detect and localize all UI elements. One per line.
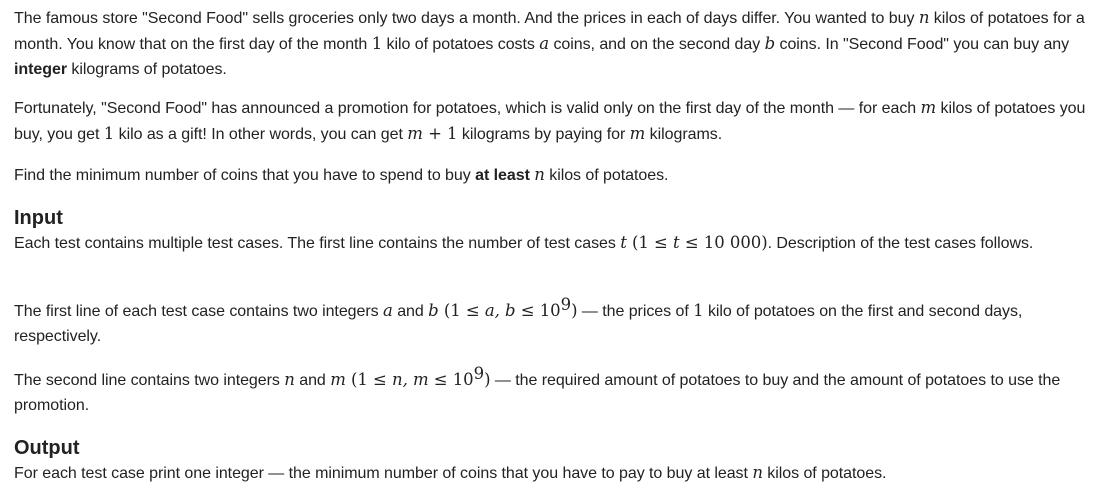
text: and — [294, 372, 331, 389]
input-heading: Input — [14, 207, 63, 229]
exponent: 9 — [560, 295, 572, 314]
formula: ) — [571, 301, 578, 320]
var-t: t — [673, 233, 680, 252]
var-a: a — [383, 301, 393, 320]
formula: ) — [484, 370, 491, 389]
text: Find the minimum number of coins that you have to spend to buy — [14, 167, 476, 184]
var-m: m — [629, 124, 646, 143]
var-m: m — [920, 98, 937, 117]
formula: (1 ≤ — [345, 370, 392, 389]
text: kilos of potatoes. — [544, 167, 669, 184]
var-n: n — [284, 370, 295, 389]
text: Each test contains multiple test cases. The first line contains the number of test cases — [14, 235, 621, 252]
input-paragraph-3 — [14, 364, 1094, 418]
text: kilo of potatoes on the first and second days, respectively. — [14, 303, 1023, 345]
var-a: a — [539, 34, 550, 53]
var-t: t — [620, 233, 627, 252]
text: kilos of potatoes you buy, you get — [14, 100, 1086, 143]
statement-paragraph-3 — [14, 162, 1089, 188]
bold-integer: integer — [14, 61, 67, 78]
text: kilograms. — [645, 126, 723, 143]
num-1: 1 — [693, 301, 704, 320]
var-m: m — [407, 124, 423, 143]
text: — the required amount of potatoes to buy and the amount of potatoes to use the promotion. — [14, 372, 1061, 414]
text: coins, and on the second day — [549, 36, 765, 53]
formula: (1 ≤ — [626, 233, 674, 252]
input-paragraph-2 — [14, 295, 1089, 349]
formula: ≤ 10 000) — [679, 233, 768, 252]
text: For each test case print one integer — the minimum number of coins that you have to pay to buy at least — [14, 465, 753, 482]
text: . Description of the test cases follows. — [767, 235, 1034, 252]
output-heading: Output — [14, 437, 80, 459]
formula: (1 ≤ — [438, 301, 485, 320]
text: coins. In "Second Food" you can buy any — [775, 36, 1070, 53]
text: and — [392, 303, 429, 320]
var-n-m: n, m — [392, 370, 429, 389]
num-1: 1 — [103, 124, 115, 143]
text: kilos of potatoes for a month. You know that on the first day of the month — [14, 10, 1085, 53]
formula: ≤ 10 — [515, 301, 561, 320]
text: kilograms by paying for — [457, 126, 630, 143]
var-a-b: a, b — [484, 301, 516, 320]
text: The famous store "Second Food" sells groceries only two days a month. And the prices in each of days differ. You wanted to buy — [14, 10, 919, 27]
text: kilo as a gift! In other words, you can get — [114, 126, 408, 143]
var-m: m — [330, 370, 346, 389]
exponent: 9 — [473, 364, 485, 383]
text: kilos of potatoes. — [762, 465, 887, 482]
text: The second line contains two integers — [14, 372, 285, 389]
text: Fortunately, "Second Food" has announced a promotion for potatoes, which is valid only on the first day of the month — for each — [14, 100, 921, 117]
output-paragraph — [14, 460, 1089, 486]
input-paragraph-1 — [14, 230, 1089, 256]
num-1: 1 — [371, 34, 383, 53]
text: — the prices of — [577, 303, 694, 320]
statement-paragraph-1 — [14, 5, 1089, 82]
var-n: n — [534, 165, 545, 184]
text: kilo of potatoes costs — [382, 36, 540, 53]
var-n: n — [918, 8, 930, 27]
var-b: b — [764, 34, 776, 53]
statement-paragraph-2 — [14, 95, 1094, 147]
text: The first line of each test case contains two integers — [14, 303, 383, 320]
bold-at-least: at least — [475, 167, 530, 184]
var-n: n — [752, 463, 763, 482]
var-b: b — [428, 301, 439, 320]
formula-plus-1: + 1 — [422, 124, 458, 143]
formula: ≤ 10 — [428, 370, 474, 389]
text: kilograms of potatoes. — [67, 61, 227, 78]
